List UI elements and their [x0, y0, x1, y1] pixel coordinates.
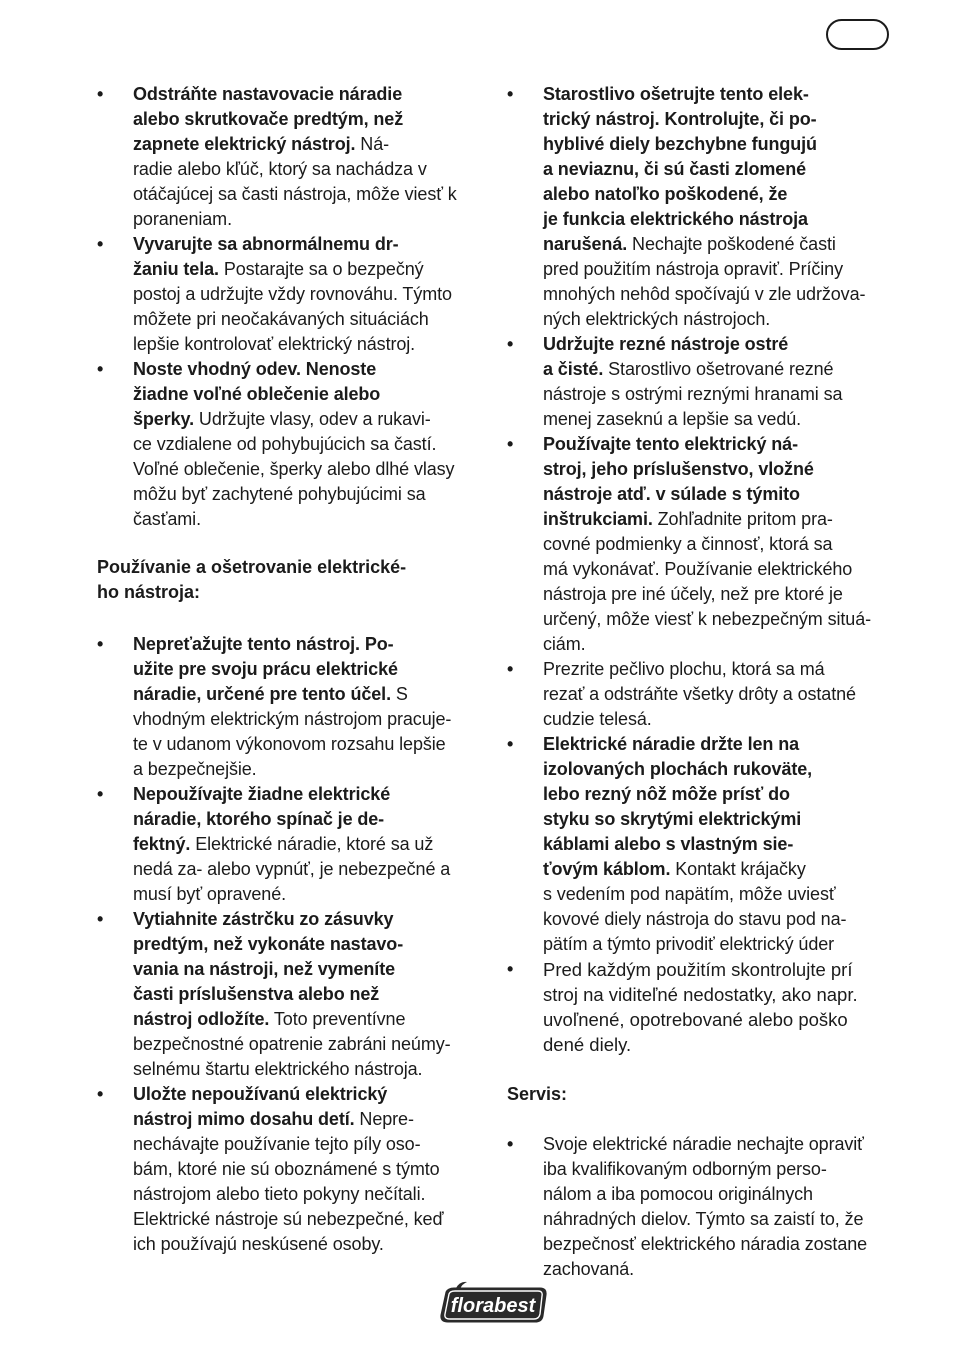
bullet-icon: •: [97, 784, 104, 804]
bullet-icon: •: [97, 359, 104, 379]
bullet-icon: •: [507, 959, 514, 979]
item-text: Starostlivo ošetrované rezné nástroje s ostrými reznými hranami sa menej zaseknú a lepšie sa vedú.: [543, 359, 843, 429]
bullet-icon: •: [507, 1134, 514, 1154]
item-text-block: [133, 232, 452, 357]
item-bold-text: Odstráňte nastavovacie náradie alebo skrutkovače predtým, než zapnete elektrický nástroj.: [133, 84, 404, 154]
item-text-block: [543, 657, 856, 732]
bullet-icon: •: [507, 434, 514, 454]
item-text-block: [543, 432, 871, 657]
item-text-block: [133, 782, 450, 907]
item-text-block: [543, 957, 858, 1057]
list-item: [97, 82, 487, 232]
list-item: [507, 82, 897, 332]
item-text-block: [133, 632, 451, 782]
bullet-icon: •: [97, 234, 104, 254]
item-text: Prezrite pečlivo plochu, ktorá sa má rezať a odstráňte všetky drôty a ostatné cudzie telesá.: [543, 659, 856, 729]
item-text-block: [133, 82, 457, 232]
item-bold-text: Uložte nepoužívanú elektrický nástroj mimo dosahu detí.: [133, 1084, 388, 1129]
item-bold-text: Používajte tento elektrický ná- stroj, jeho príslušenstvo, vložné nástroje atď. v súlade s týmito inštrukciami.: [543, 434, 814, 529]
item-text: S vhodným elektrickým nástrojom pracuje- te v udanom výkonovom rozsahu lepšie a bezpečnejšie.: [133, 684, 452, 779]
item-text: Udržujte vlasy, odev a rukavi- ce vzdialene od pohybujúcich sa častí. Voľné oblečenie, šperky alebo dlhé vlasy môžu byť zachytené pohybujúcimi sa časťami.: [133, 409, 455, 529]
list-item: [507, 732, 897, 957]
bullet-icon: •: [507, 659, 514, 679]
item-bold-text: Nepoužívajte žiadne elektrické náradie, ktorého spínač je de- fektný.: [133, 784, 391, 854]
item-text-block: [133, 357, 454, 532]
item-bold-text: Vyvarujte sa abnormálnemu dr- žaniu tela.: [133, 234, 399, 279]
bullet-icon: •: [97, 634, 104, 654]
list-item: [507, 332, 897, 432]
florabest-logo: [436, 1280, 550, 1326]
item-bold-text: Udržujte rezné nástroje ostré a čisté.: [543, 334, 789, 379]
logo-text: florabest: [450, 1295, 536, 1317]
item-text: Elektrické náradie, ktoré sa už nedá za- alebo vypnúť, je nebezpečné a musí byť opravené.: [133, 834, 451, 904]
left-column: [97, 82, 487, 1257]
list-item: [97, 632, 487, 782]
item-text: Pred každým použitím skontrolujte prí stroj na viditeľné nedostatky, ako napr. uvoľnené, opotrebované alebo poško dené diely.: [543, 959, 858, 1055]
section-heading: Servis:: [507, 1084, 568, 1104]
item-text: Svoje elektrické náradie nechajte opraviť iba kvalifikovaným odborným perso- nálom a iba pomocou originálnych náhradných dielov. Týmto sa zaistí to, že bezpečnosť elektrického náradia zostane zachovaná.: [543, 1134, 868, 1279]
list-item: [97, 782, 487, 907]
item-bold-text: Noste vhodný odev. Nenoste žiadne voľné oblečenie alebo šperky.: [133, 359, 381, 429]
item-text: Postarajte sa o bezpečný postoj a udržujte vždy rovnováhu. Týmto môžete pri neočakávaných situáciách lepšie kontrolovať elektrický nástroj.: [133, 259, 452, 354]
item-text-block: [543, 82, 865, 332]
item-bold-text: Starostlivo ošetrujte tento elek- trický nástroj. Kontrolujte, či po- hyblivé diely bezchybne fungujú a neviaznu, či sú časti zlomené alebo natoľko poškodené, že je funkcia elektrického nástroja narušená.: [543, 84, 817, 254]
item-text: Ná- radie alebo kľúč, ktorý sa nachádza v otáčajúcej sa časti nástroja, môže viesť k poraneniam.: [133, 134, 457, 229]
item-text: Nechajte poškodené časti pred použitím nástroja opraviť. Príčiny mnohých nehôd spočívajú v zle udržova- ných elektrických nástrojoch.: [543, 234, 866, 329]
list-item: [97, 232, 487, 357]
item-text-block: [543, 732, 846, 957]
section-heading: Používanie a ošetrovanie elektrické- ho nástroja:: [97, 557, 407, 602]
item-text: Toto preventívne bezpečnostné opatrenie zabráni neúmy- selnému štartu elektrického nástroja.: [133, 1009, 451, 1079]
language-badge: [826, 19, 889, 50]
item-text: Kontakt krájačky s vedením pod napätím, môže uviesť kovové diely nástroja do stavu pod na- pätím a týmto privodiť elektrický úder: [543, 859, 847, 954]
list-item: [507, 1132, 897, 1282]
list-item: [507, 957, 897, 1057]
item-text-block: [133, 907, 451, 1082]
right-column: [507, 82, 897, 1282]
item-bold-text: Elektrické náradie držte len na izolovaných plochách rukoväte, lebo rezný nôž môže prísť do styku so skrytými elektrickými káblami alebo s vlastným sie- ťovým káblom.: [543, 734, 813, 879]
item-text: Nepre- nechávajte používanie tejto píly oso- bám, ktoré nie sú oboznámené s týmto nástrojom alebo tieto pokyny nečítali. Elektrické nástroje sú nebezpečné, keď ich používajú neskúsené osoby.: [133, 1109, 444, 1254]
bullet-icon: •: [507, 734, 514, 754]
item-text: Zohľadnite pritom pra- covné podmienky a činnosť, ktorá sa má vykonávať. Používanie elektrického nástroja pre iné účely, než pre ktoré je určený, môže viesť k nebezpečným situá- ciám.: [543, 509, 871, 654]
list-item: [97, 907, 487, 1082]
bullet-icon: •: [97, 84, 104, 104]
item-text-block: [133, 1082, 443, 1257]
bullet-icon: •: [507, 84, 514, 104]
item-text-block: [543, 332, 842, 432]
list-item: [507, 657, 897, 732]
list-item: [97, 357, 487, 532]
item-text-block: [543, 1132, 867, 1282]
bullet-icon: •: [97, 909, 104, 929]
item-bold-text: Nepreťažujte tento nástroj. Po- užite pre svoju prácu elektrické náradie, určené pre tento účel.: [133, 634, 398, 704]
list-item: [507, 432, 897, 657]
list-item: [97, 1082, 487, 1257]
item-bold-text: Vytiahnite zástrčku zo zásuvky predtým, než vykonáte nastavo- vania na nástroji, než vymeníte časti príslušenstva alebo než nástroj odložíte.: [133, 909, 404, 1029]
bullet-icon: •: [97, 1084, 104, 1104]
bullet-icon: •: [507, 334, 514, 354]
